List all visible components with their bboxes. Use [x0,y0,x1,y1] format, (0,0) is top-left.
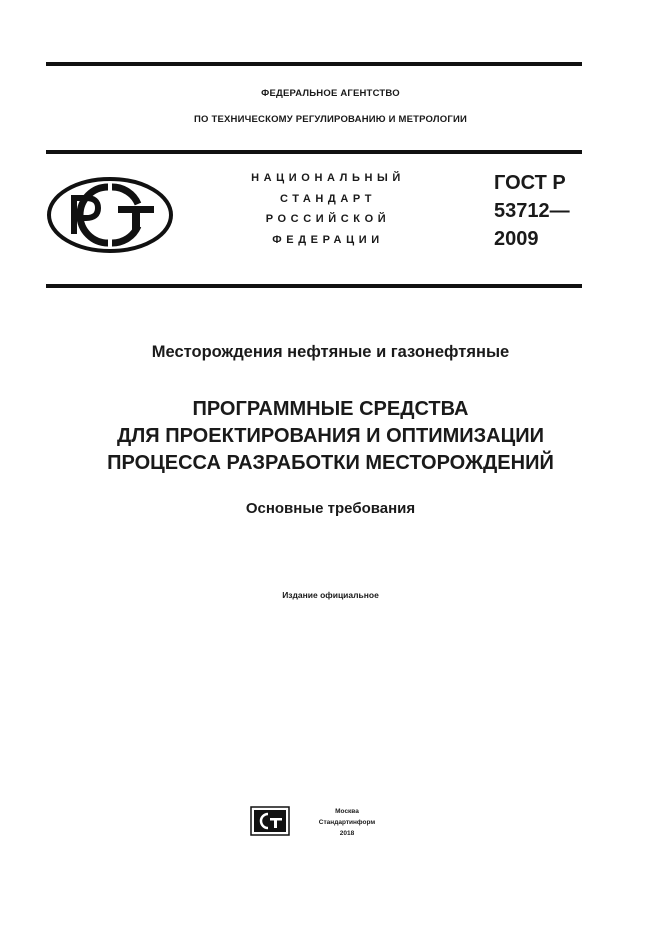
gost-designation-line-2: 53712— [494,200,570,222]
national-standard-line-1: НАЦИОНАЛЬНЫЙ [251,172,405,184]
publisher-year: 2018 [339,830,355,837]
gost-designation-line-3: 2009 [494,228,539,250]
agency-line-2: ПО ТЕХНИЧЕСКОМУ РЕГУЛИРОВАНИЮ И МЕТРОЛОГИИ [194,114,467,125]
header-rule [46,150,582,154]
national-standard-line-4: ФЕДЕРАЦИИ [272,234,384,246]
national-standard-line-3: РОССИЙСКОЙ [265,213,391,225]
top-rule [46,62,582,66]
title-line-3: ПРОЦЕССА РАЗРАБОТКИ МЕСТОРОЖДЕНИЙ [107,452,554,474]
gost-designation-line-1: ГОСТ Р [494,172,566,194]
mid-rule [46,284,582,288]
requirements-heading: Основные требования [245,500,416,517]
standartinform-logo-icon [250,806,290,836]
official-edition-label: Издание официальное [282,590,379,600]
publisher-city: Москва [335,808,359,815]
document-subtitle: Месторождения нефтяные и газонефтяные [151,343,510,361]
title-line-1: ПРОГРАММНЫЕ СРЕДСТВА [192,398,469,420]
national-standard-line-2: СТАНДАРТ [279,193,377,205]
rst-certification-logo-icon [46,176,174,254]
publisher-name: Стандартинформ [318,819,376,826]
agency-line-1: ФЕДЕРАЛЬНОЕ АГЕНТСТВО [261,88,400,99]
title-line-2: ДЛЯ ПРОЕКТИРОВАНИЯ И ОПТИМИЗАЦИИ [117,425,544,447]
